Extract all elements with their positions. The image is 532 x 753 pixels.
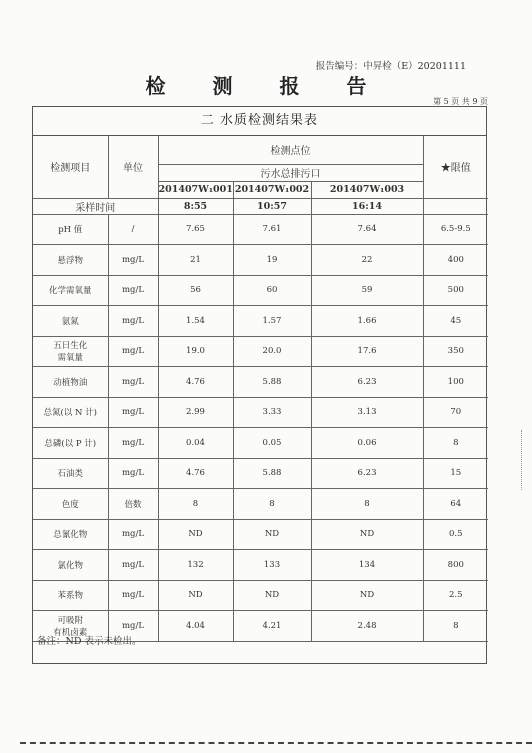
value-cell: 59 (311, 275, 423, 306)
value-cell: 1.57 (233, 306, 311, 337)
item-name: 苯系物 (33, 580, 108, 611)
value-cell: 134 (311, 550, 423, 581)
limit-cell: 0.5 (423, 519, 488, 550)
limit-cell: 64 (423, 489, 488, 520)
sample-time-row (33, 198, 488, 214)
item-name: 悬浮物 (33, 245, 108, 276)
limit-cell: 8 (423, 428, 488, 459)
table-row (33, 580, 488, 611)
value-cell: 5.88 (233, 458, 311, 489)
results-sheet (32, 106, 487, 664)
value-cell: 7.65 (158, 214, 233, 245)
value-cell: 2.48 (311, 611, 423, 642)
value-cell: 2.99 (158, 397, 233, 428)
value-cell: 5.88 (233, 367, 311, 398)
limit-cell: 350 (423, 336, 488, 367)
limit-cell: 800 (423, 550, 488, 581)
value-cell: 21 (158, 245, 233, 276)
item-name: 总氮(以 N 计) (33, 397, 108, 428)
col-unit-header: 单位 (108, 136, 158, 198)
value-cell: 4.76 (158, 367, 233, 398)
item-unit: mg/L (108, 550, 158, 581)
limit-cell: 45 (423, 306, 488, 337)
item-name: 可吸附 有机卤素 (33, 611, 108, 642)
limit-cell: 100 (423, 367, 488, 398)
section-title: 二 水质检测结果表 (33, 107, 486, 136)
value-cell: 4.21 (233, 611, 311, 642)
value-cell: 132 (158, 550, 233, 581)
col-limit-header: ★限值 (423, 136, 488, 198)
col-item-header: 检测项目 (33, 136, 108, 198)
table-row (33, 428, 488, 459)
value-cell: 22 (311, 245, 423, 276)
item-unit: mg/L (108, 336, 158, 367)
point-name: 污水总排污口 (158, 164, 423, 181)
item-unit: mg/L (108, 397, 158, 428)
table-row (33, 214, 488, 245)
sample-id: 201407W₁001 (158, 181, 233, 198)
table-row (33, 336, 488, 367)
item-unit: mg/L (108, 245, 158, 276)
table-row (33, 306, 488, 337)
item-unit: mg/L (108, 306, 158, 337)
item-name: 氨氮 (33, 306, 108, 337)
item-unit: mg/L (108, 428, 158, 459)
page-title: 检 测 报 告 (145, 74, 387, 98)
value-cell: 0.04 (158, 428, 233, 459)
sample-time: 8:55 (158, 198, 233, 214)
sample-time-label: 采样时间 (33, 198, 158, 214)
value-cell: 19.0 (158, 336, 233, 367)
report-number: 报告编号：中昇检（E）20201111 (315, 61, 466, 72)
sample-time-limit-blank (423, 198, 488, 214)
item-name: 动植物油 (33, 367, 108, 398)
limit-cell: 500 (423, 275, 488, 306)
limit-cell: 2.5 (423, 580, 488, 611)
item-name: 总氰化物 (33, 519, 108, 550)
limit-cell: 15 (423, 458, 488, 489)
value-cell: 6.23 (311, 458, 423, 489)
value-cell: 6.23 (311, 367, 423, 398)
value-cell: ND (233, 519, 311, 550)
value-cell: 8 (311, 489, 423, 520)
limit-cell: 400 (423, 245, 488, 276)
limit-cell: 8 (423, 611, 488, 642)
item-name: 石油类 (33, 458, 108, 489)
table-row (33, 550, 488, 581)
value-cell: 60 (233, 275, 311, 306)
table-row (33, 397, 488, 428)
results-table (33, 136, 488, 642)
value-cell: ND (233, 580, 311, 611)
value-cell: 8 (233, 489, 311, 520)
item-unit: 倍数 (108, 489, 158, 520)
table-row (33, 275, 488, 306)
sample-id: 201407W₁003 (311, 181, 423, 198)
item-name: pH 值 (33, 214, 108, 245)
sample-id: 201407W₁002 (233, 181, 311, 198)
page-number: 第 5 页 共 9 页 (433, 97, 488, 106)
value-cell: ND (311, 519, 423, 550)
item-unit: mg/L (108, 367, 158, 398)
col-point-group-header: 检测点位 (158, 136, 423, 164)
value-cell: 3.13 (311, 397, 423, 428)
item-name: 化学需氧量 (33, 275, 108, 306)
item-name: 氯化物 (33, 550, 108, 581)
sample-time: 10:57 (233, 198, 311, 214)
table-row (33, 458, 488, 489)
item-unit: mg/L (108, 458, 158, 489)
value-cell: ND (158, 580, 233, 611)
value-cell: 1.66 (311, 306, 423, 337)
value-cell: 0.06 (311, 428, 423, 459)
value-cell: 20.0 (233, 336, 311, 367)
item-unit: mg/L (108, 611, 158, 642)
value-cell: 4.76 (158, 458, 233, 489)
item-unit: mg/L (108, 580, 158, 611)
table-header-row (33, 136, 488, 164)
value-cell: 7.61 (233, 214, 311, 245)
value-cell: ND (158, 519, 233, 550)
sample-time: 16:14 (311, 198, 423, 214)
value-cell: 8 (158, 489, 233, 520)
item-unit: / (108, 214, 158, 245)
limit-cell: 6.5-9.5 (423, 214, 488, 245)
footnote: 备注：ND 表示未检出。 (37, 636, 142, 647)
value-cell: 7.64 (311, 214, 423, 245)
value-cell: 133 (233, 550, 311, 581)
table-row (33, 489, 488, 520)
page-edge-line (20, 742, 532, 744)
table-row (33, 367, 488, 398)
value-cell: 4.04 (158, 611, 233, 642)
value-cell: 1.54 (158, 306, 233, 337)
item-unit: mg/L (108, 519, 158, 550)
item-name: 五日生化 需氧量 (33, 336, 108, 367)
value-cell: 19 (233, 245, 311, 276)
value-cell: 56 (158, 275, 233, 306)
item-name: 总磷(以 P 计) (33, 428, 108, 459)
value-cell: 0.05 (233, 428, 311, 459)
table-row (33, 245, 488, 276)
item-unit: mg/L (108, 275, 158, 306)
value-cell: 3.33 (233, 397, 311, 428)
limit-cell: 70 (423, 397, 488, 428)
scan-mark (521, 430, 525, 490)
table-row (33, 519, 488, 550)
value-cell: ND (311, 580, 423, 611)
value-cell: 17.6 (311, 336, 423, 367)
item-name: 色度 (33, 489, 108, 520)
